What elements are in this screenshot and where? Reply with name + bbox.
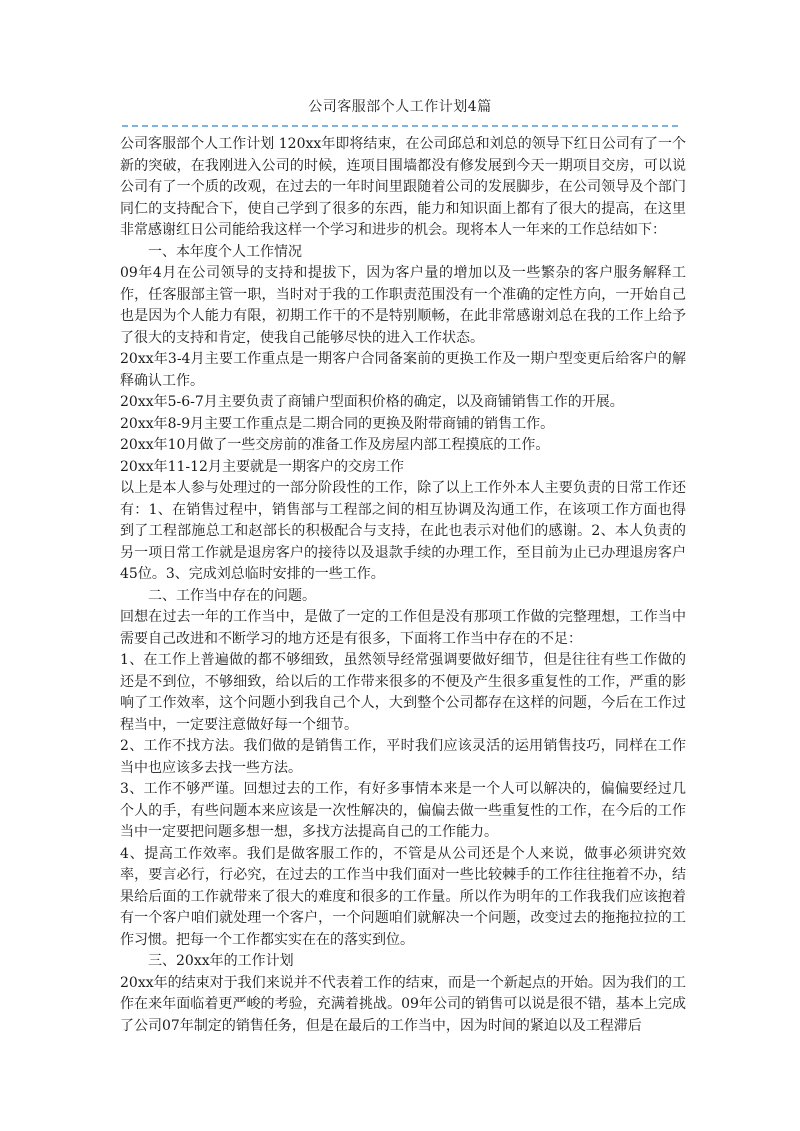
paragraph: 20xx年3-4月主要工作重点是一期客户合同备案前的更换工作及一期户型变更后给客户的解释确认工作。 [120, 351, 686, 389]
title-divider [122, 125, 678, 127]
paragraph: 公司客服部个人工作计划 120xx年即将结束，在公司邱总和刘总的领导下红日公司有了一个新的突破，在我刚进入公司的时候，连项目围墙都没有修发展到今天一期项目交房，可以说公司有了一个质的改观，在过去的一年时间里跟随着公司的发展脚步，在公司领导及个部门同仁的支持配合下，使自己学到了很多的东西，能力和知识面上都有了很大的提高，在这里非常感谢红日公司能给我这样一个学习和进步的机会。现将本人一年来的工作总结如下： [120, 136, 686, 238]
paragraph: 20xx年8-9月主要工作重点是二期合同的更换及附带商铺的销售工作。 [120, 415, 555, 432]
document-body [120, 134, 686, 1037]
paragraph: 1、在工作上普遍做的都不够细致，虽然领导经常强调要做好细节，但是往往有些工作做的还是不到位，不够细致，给以后的工作带来很多的不便及产生很多重复性的工作，严重的影响了工作效率，这个问题小到我自己个人，大到整个公司都存在这样的问题，今后在工作过程当中，一定要注意做好每一个细节。 [120, 652, 686, 733]
section-heading-1: 一、本年度个人工作情况 [148, 243, 302, 260]
paragraph: 20xx年11-12月主要就是一期客户的交房工作 [120, 458, 404, 475]
section-heading-2: 二、工作当中存在的问题。 [148, 587, 316, 604]
paragraph: 以上是本人参与处理过的一部分阶段性的工作，除了以上工作外本人主要负责的日常工作还有：1、在销售过程中，销售部与工程部之间的相互协调及沟通工作，在该项工作方面也得到了工程部施总工和赵部长的积极配合与支持，在此也表示对他们的感谢。2、本人负责的另一项日常工作就是退房客户的接待以及退款手续的办理工作，至目前为止已办理退房客户45位。3、完成刘总临时安排的一些工作。 [120, 480, 686, 582]
paragraph: 20xx年10月做了一些交房前的准备工作及房屋内部工程摸底的工作。 [120, 437, 550, 453]
paragraph: 回想在过去一年的工作当中，是做了一定的工作但是没有那项工作做的完整理想，工作当中需要自己改进和不断学习的地方还是有很多，下面将工作当中存在的不足： [120, 609, 686, 647]
paragraph: 4、提高工作效率。我们是做客服工作的，不管是从公司还是个人来说，做事必须讲究效率，要言必行，行必究，在过去的工作当中我们面对一些比较棘手的工作往往拖着不办，结果给后面的工作就带来了很大的难度和很多的工作量。所以作为明年的工作我我们应该抱着有一个客户咱们就处理一个客户，一个问题咱们就解决一个问题，改变过去的拖拖拉拉的工作习惯。把每一个工作都实实在在的落实到位。 [120, 845, 686, 948]
paragraph: 20xx年5-6-7月主要负责了商铺户型面积价格的确定，以及商铺销售工作的开展。 [120, 394, 624, 410]
document-title: 公司客服部个人工作计划4篇 [308, 99, 492, 115]
paragraph: 3、工作不够严谨。回想过去的工作，有好多事情本来是一个人可以解决的，偏偏要经过几个人的手，有些问题本来应该是一次性解决的，偏偏去做一些重复性的工作，在今后的工作当中一定要把问题多想一想，多找方法提高自己的工作能力。 [120, 781, 686, 840]
section-heading-3: 三、20xx年的工作计划 [148, 953, 294, 969]
paragraph: 09年4月在公司领导的支持和提拔下，因为客户量的增加以及一些繁杂的客户服务解释工作，任客服部主管一职，当时对于我的工作职责范围没有一个准确的定性方向，一开始自己也是因为个人能力有限，初期工作干的不是特别顺畅，在此非常感谢刘总在我的工作上给予了很大的支持和肯定，使我自己能够尽快的进入工作状态。 [120, 265, 686, 346]
paragraph: 2、工作不找方法。我们做的是销售工作，平时我们应该灵活的运用销售技巧，同样在工作当中也应该多去找一些方法。 [120, 738, 686, 776]
paragraph: 20xx年的结束对于我们来说并不代表着工作的结束，而是一个新起点的开始。因为我们的工作在来年面临着更严峻的考验，充满着挑战。09年公司的销售可以说是很不错，基本上完成了公司07年制定的销售任务，但是在最后的工作当中，因为时间的紧迫以及工程滞后 [120, 974, 686, 1034]
